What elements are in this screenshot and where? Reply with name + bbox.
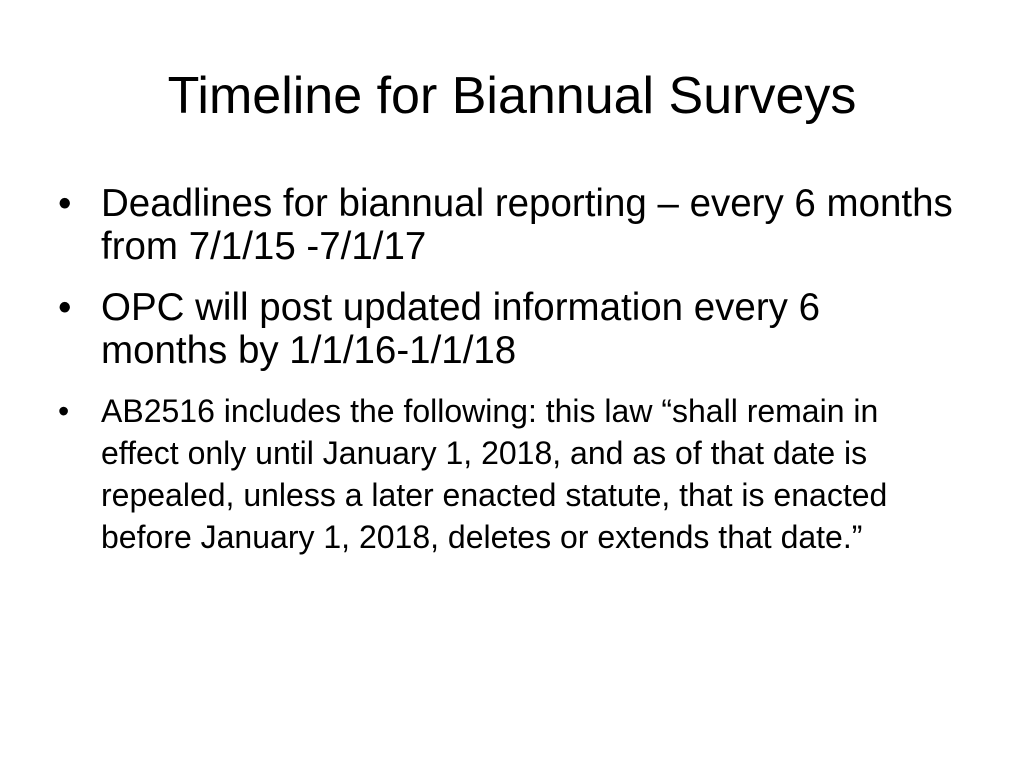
bullet-text: Deadlines for biannual reporting – every 6 months from 7/1/15 -7/1/17 [101,182,953,268]
slide-title: Timeline for Biannual Surveys [167,67,857,125]
bullet-dot-icon: • [58,182,72,225]
bullet-dot-icon: • [58,393,70,429]
bullet-list [56,182,956,558]
bullet-dot-icon: • [58,286,72,329]
bullet-item-opc-updates [56,286,956,372]
bullet-item-ab2516-quote [56,390,956,558]
bullet-text: OPC will post updated information every 6 months by 1/1/16-1/1/18 [101,286,821,372]
bullet-item-reporting-deadlines [56,182,956,268]
bullet-text: AB2516 includes the following: this law “shall remain in effect only until January 1, 2018, and as of that date is repealed, unless a later enacted statute, that is enacted before January 1, 2018, deletes or extends that date.” [101,393,888,555]
